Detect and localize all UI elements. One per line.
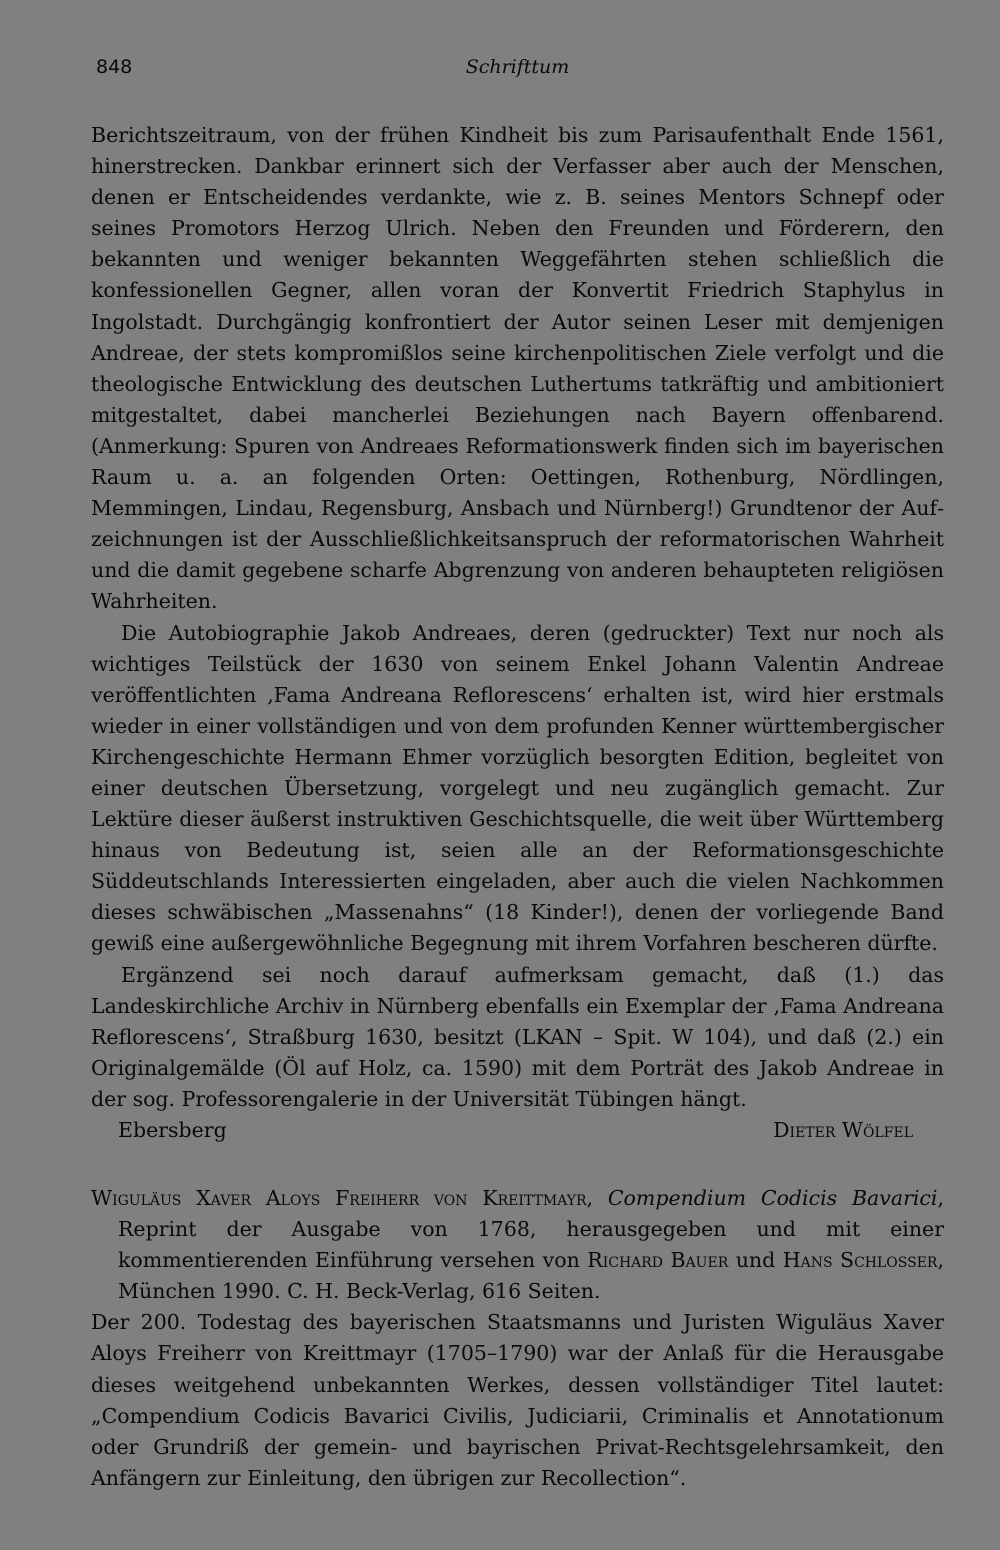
review-paragraph: Der 200. Todestag des bayerischen Staatsmanns und Juristen Wiguläus Xaver Aloys Freiherr von Kreittmayr (1705–1790) war der Anlaß für die Herausgabe dieses weitgehend unbekannten Werkes, dessen vollständiger Titel lautet: „Compendium Codicis Bavarici Civilis, Judiciarii, Criminalis et Annotationum oder Grundriß der gemein- und bayrischen Privat-Rechtsgelehrsamkeit, den Anfängern zur Einleitung, den übrigen zur Recollection“. bbox=[91, 1310, 944, 1490]
citation-conjunction: und bbox=[735, 1248, 776, 1273]
citation-details: Reprint der Ausgabe von 1768, herausgegeben und mit einer kommentierenden Einführung versehen von bbox=[118, 1217, 944, 1273]
running-title: Schrifttum bbox=[465, 56, 570, 78]
reviewer-name: Dieter Wölfel bbox=[773, 1118, 913, 1142]
citation-author: Wiguläus Xaver Aloys Freiherr von Kreittmayr bbox=[91, 1186, 587, 1210]
citation-editor: Hans Schlosser bbox=[782, 1248, 938, 1273]
page-number: 848 bbox=[96, 56, 133, 78]
bibliographic-entry: Wiguläus Xaver Aloys Freiherr von Kreittmayr, Compendium Codicis Bavarici, Reprint der Ausgabe von 1768, herausgegeben und mit einer kommentierenden Einführung versehen von Richard Bauer und Hans Schlosser, München 1990. C. H. Beck-Verlag, 616 Seiten. bbox=[91, 1186, 944, 1304]
review-paragraph: Berichtszeitraum, von der frühen Kindheit bis zum Parisaufenthalt Ende 1561, hinerstrecken. Dankbar erinnert sich der Verfasser aber auch der Menschen, denen er Entscheidendes verdankte, wie z. B. seines Mentors Schnepf oder seines Promotors Herzog Ulrich. Neben den Freunden und Förderern, den bekannten und weniger bekannten Weggefährten stehen schließlich die konfessionellen Gegner, allen voran der Konvertit Friedrich Staphylus in Ingolstadt. Durchgängig konfrontiert der Autor seinen Leser mit demjenigen Andreae, der stets kompromißlos seine kirchenpolitischen Ziele verfolgt und die theologische Entwicklung des deutschen Luthertums tatkräftig und ambitioniert mitgestaltet, dabei mancherlei Beziehungen nach Bayern offenbarend. (Anmerkung: Spuren von Andreaes Reformationswerk finden sich im bayerischen Raum u. a. an folgenden Orten: Oettingen, Rothenburg, Nördlingen, Memmingen, Lindau, Regensburg, Ansbach und Nürnberg!) Grundtenor der Aufzeichnungen ist der Ausschließlichkeitsanspruch der reformatorischen Wahrheit und die damit gegebene scharfe Abgrenzung von anderen behaupteten religiösen Wahrheiten. bbox=[91, 123, 944, 614]
citation-editor: Richard Bauer bbox=[587, 1248, 729, 1273]
citation-publication: München 1990. C. H. Beck-Verlag, 616 Seiten. bbox=[118, 1279, 601, 1304]
review-kreittmayr bbox=[91, 1183, 944, 1494]
review-signature bbox=[91, 1115, 944, 1146]
review-paragraph: Die Autobiographie Jakob Andreaes, deren (gedruckter) Text nur noch als wichtiges Teilstück der 1630 von seinem Enkel Johann Valentin Andreae veröffentlichten ‚Fama Andreana Reflorescens‘ erhalten ist, wird hier erstmals wieder in einer vollständigen und von dem profunden Kenner württembergischer Kirchengeschichte Hermann Ehmer vorzüglich besorgten Edition, begleitet von einer deutschen Übersetzung, vorgelegt und neu zugänglich gemacht. Zur Lektüre dieser äußerst instruktiven Geschichtsquelle, die weit über Württemberg hinaus von Bedeutung ist, seien alle an der Reformationsgeschichte Süddeutschlands Interessierten eingeladen, aber auch die vielen Nachkommen dieses schwäbischen „Massenahns“ (18 Kinder!), denen der vorliegende Band gewiß eine außergewöhnliche Begegnung mit ihrem Vorfahren bescheren dürfte. bbox=[91, 620, 944, 956]
review-paragraph: Ergänzend sei noch darauf aufmerksam gemacht, daß (1.) das Landeskirchliche Archiv in Nürnberg ebenfalls ein Exemplar der ‚Fama Andreana Reflorescens‘, Straßburg 1630, besitzt (LKAN – Spit. W 104), und daß (2.) ein Originalgemälde (Öl auf Holz, ca. 1590) mit dem Porträt des Jakob Andreae in der sog. Professorengalerie in der Universität Tübingen hängt. bbox=[91, 962, 944, 1111]
running-head bbox=[91, 56, 944, 86]
reviewer-place: Ebersberg bbox=[118, 1118, 227, 1142]
review-andreae bbox=[91, 120, 944, 1146]
citation-title: Compendium Codicis Bavarici bbox=[607, 1186, 938, 1210]
